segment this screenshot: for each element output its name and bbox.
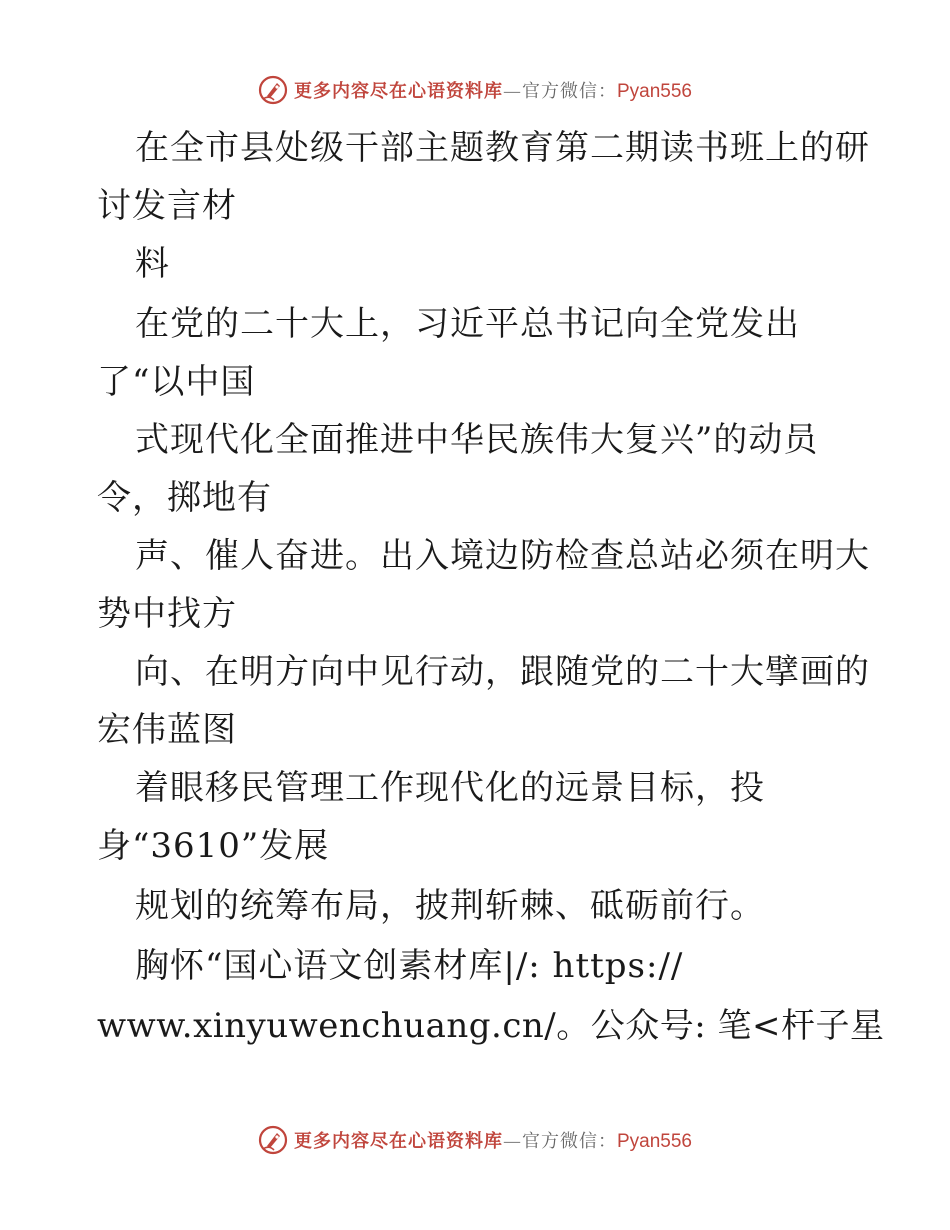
banner-dash: — [502, 1131, 522, 1152]
doc-line: 料 [135, 244, 170, 284]
doc-line: 声、催人奋进。出入境边防检查总站必须在明大 [135, 536, 870, 576]
doc-line: 向、在明方向中见行动，跟随党的二十大擘画的 [135, 652, 870, 692]
doc-line: 宏伟蓝图 [97, 710, 237, 750]
doc-line: 规划的统筹布局，披荆斩棘、砥砺前行。 [135, 886, 765, 926]
banner-wechat-id: Pyan556 [616, 81, 692, 102]
doc-line: 胸怀“国心语文创素材库|/: https:// [135, 946, 684, 986]
doc-line: 在全市县处级干部主题教育第二期读书班上的研 [135, 128, 870, 168]
banner-site-text: 更多内容尽在心语资料库 [293, 1131, 503, 1152]
footer-banner [0, 1120, 950, 1160]
banner-wechat-id: Pyan556 [616, 1131, 692, 1152]
doc-line: 讨发言材 [97, 186, 237, 226]
doc-line: 在党的二十大上，习近平总书记向全党发出 [135, 304, 800, 344]
doc-line: 令，掷地有 [97, 478, 272, 518]
doc-line: 了“以中国 [97, 362, 256, 402]
pen-nib-logo-icon [258, 1125, 288, 1155]
header-banner [0, 70, 950, 110]
banner-dash: — [502, 81, 522, 102]
doc-line: 身“3610”发展 [97, 826, 330, 866]
banner-site-text: 更多内容尽在心语资料库 [293, 81, 503, 102]
banner-wechat-label: 官方微信： [521, 81, 617, 102]
doc-line: 势中找方 [97, 594, 237, 634]
pen-nib-logo-icon [258, 75, 288, 105]
doc-line: www.xinyuwenchuang.cn/。公众号: 笔<杆子星 [97, 1006, 885, 1046]
banner-wechat-label: 官方微信： [521, 1131, 617, 1152]
doc-line: 式现代化全面推进中华民族伟大复兴”的动员 [135, 420, 819, 460]
doc-line: 着眼移民管理工作现代化的远景目标，投 [135, 768, 765, 808]
